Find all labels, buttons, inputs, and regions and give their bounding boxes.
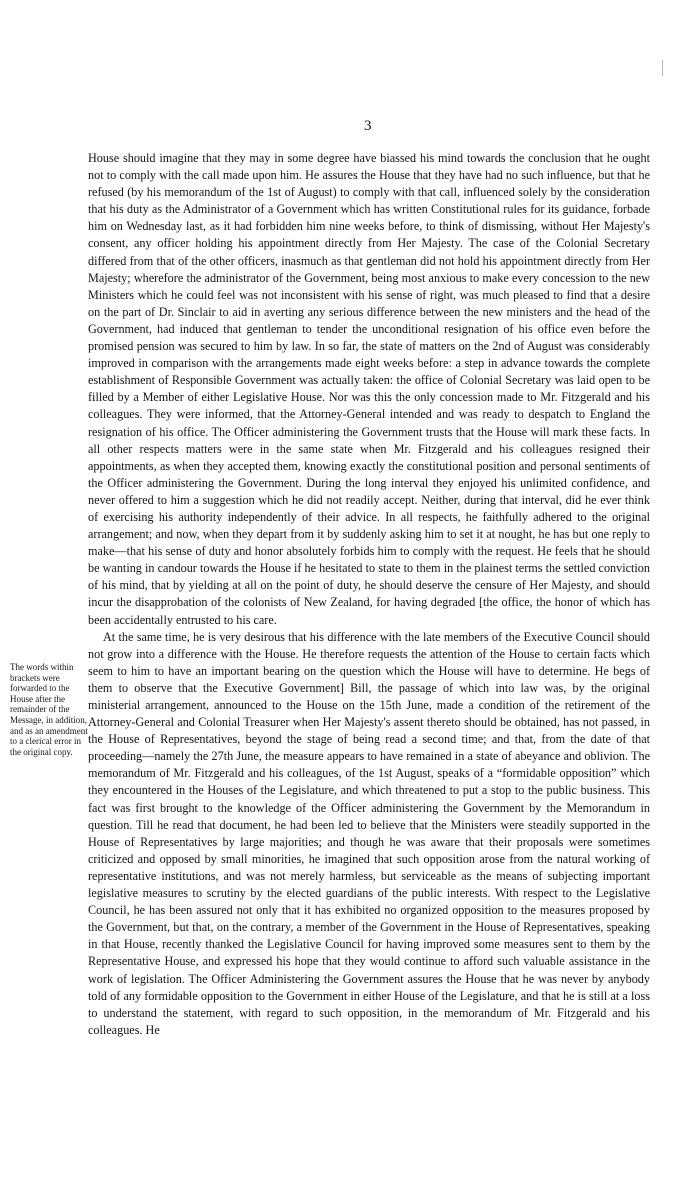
page-number: 3 — [364, 118, 372, 134]
body-text — [88, 150, 650, 1039]
marginal-note: The words within brackets were forwarded to the House after the remainder of the Message, in addition, and as an amendment to a clerical error in the original copy. — [10, 662, 88, 757]
paragraph-1: House should imagine that they may in some degree have biassed his mind towards the conclusion that he ought not to comply with the call made upon him. He assures the House that they have had no such influence, but that he refused (by his memorandum of the 1st of August) to comply with that call, influenced solely by the consideration that his duty as the Administrator of a Government which has written Constitutional rules for its guidance, forbade him on Wednesday last, as it had forbidden him nine weeks before, to think of dismissing, without Her Majesty's consent, any officer holding his appointment directly from Her Majesty. The case of the Colonial Secretary differed from that of the other officers, inasmuch as that gentleman did not hold his appointment directly from Her Majesty; wherefore the administrator of the Government, being most anxious to make every concession to the new Ministers which he could feel was not inconsistent with his sense of right, was much pleased to find that a desire on the part of Dr. Sinclair to aid in averting any serious difference between the new ministers and the head of the Government, had induced that gentleman to tender the unconditional resignation of his office even before the promised pension was secured to him by law. In so far, the state of matters on the 2nd of August was considerably improved in comparison with the arrangements made eight weeks before: a step in advance towards the complete establishment of Responsible Government was actually taken: the office of Colonial Secretary was laid open to be filled by a Member of either Legislative House. Nor was this the only concession made to Mr. Fitzgerald and his colleagues. They were informed, that the Attorney-General intended and was ready to despatch to England the resignation of his office. The Officer administering the Government trusts that the House will mark these facts. In all other respects matters were in the same state when Mr. Fitzgerald and his colleagues resigned their appointments, as when they accepted them, knowing exactly the constitutional position and personal sentiments of the Officer administering the Government. During the long interval they enjoyed his unlimited confidence, and never offered to him a suggestion which he did not readily accept. Neither, during that interval, did he ever think of exercising his authority independently of their advice. In all respects, he faithfully adhered to the original arrangement; and now, when they depart from it by suddenly asking him to set it at nought, he has but one reply to make—that his sense of duty and honor absolutely forbids him to comply with the request. He feels that he should be wanting in candour towards the House if he hesitated to state to them in the plainest terms the settled conviction of his mind, that by yielding at all on the point of duty, he should deserve the censure of Her Majesty, and should incur the disapprobation of the colonists of New Zealand, for having degraded [the office, the honor of which has been accidentally entrusted to his care. — [88, 151, 650, 627]
paragraph-2: At the same time, he is very desirous that his difference with the late members of the Executive Council should not grow into a difference with the House. He therefore requests the attention of the House to certain facts which seem to him to have an important bearing on the question which the House will have to determine. He begs of them to observe that the Executive Government] Bill, the passage of which into law was, by the original ministerial arrangement, announced to the House on the 15th June, made a condition of the retirement of the Attorney-General and Colonial Treasurer when Her Majesty's assent thereto should be obtained, has not passed, in the House of Representatives, beyond the stage of being read a second time; and that, from the date of that proceeding—namely the 27th June, the measure appears to have remained in a state of abeyance and oblivion. The memorandum of Mr. Fitzgerald and his colleagues, of the 1st August, speaks of a “formidable opposition” which they encountered in the Houses of the Legislature, and which threatened to put a stop to the public business. This fact was first brought to the knowledge of the Officer administering the Government by the Memorandum in question. Till he read that document, he had been led to believe that the Ministers were steadily supported in the House of Representatives by large majorities; and though he was aware that their proposals were sometimes criticized and opposed by small minorities, he imagined that such opposition arose from the natural working of representative institutions, and was not merely harmless, but serviceable as the means of subjecting important legislative measures to scrutiny by the elected guardians of the public interests. With respect to the Legislative Council, he has been assured not only that it has exhibited no organized opposition to the measures proposed by the Government, but that, on the contrary, a member of the Government in the House of Representatives, speaking in that House, recently thanked the Legislative Council for having improved some measures sent to them by the Representative House, and expressed his hope that they would continue to afford such valuable assistance in the work of legislation. The Officer Administering the Government assures the House that he was never by anybody told of any formidable opposition to the Government in either House of the Legislature, and that he is still at a loss to understand the statement, with regard to such opposition, in the memorandum of Mr. Fitzgerald and his colleagues. He — [88, 629, 650, 1037]
margin-mark — [662, 60, 663, 76]
